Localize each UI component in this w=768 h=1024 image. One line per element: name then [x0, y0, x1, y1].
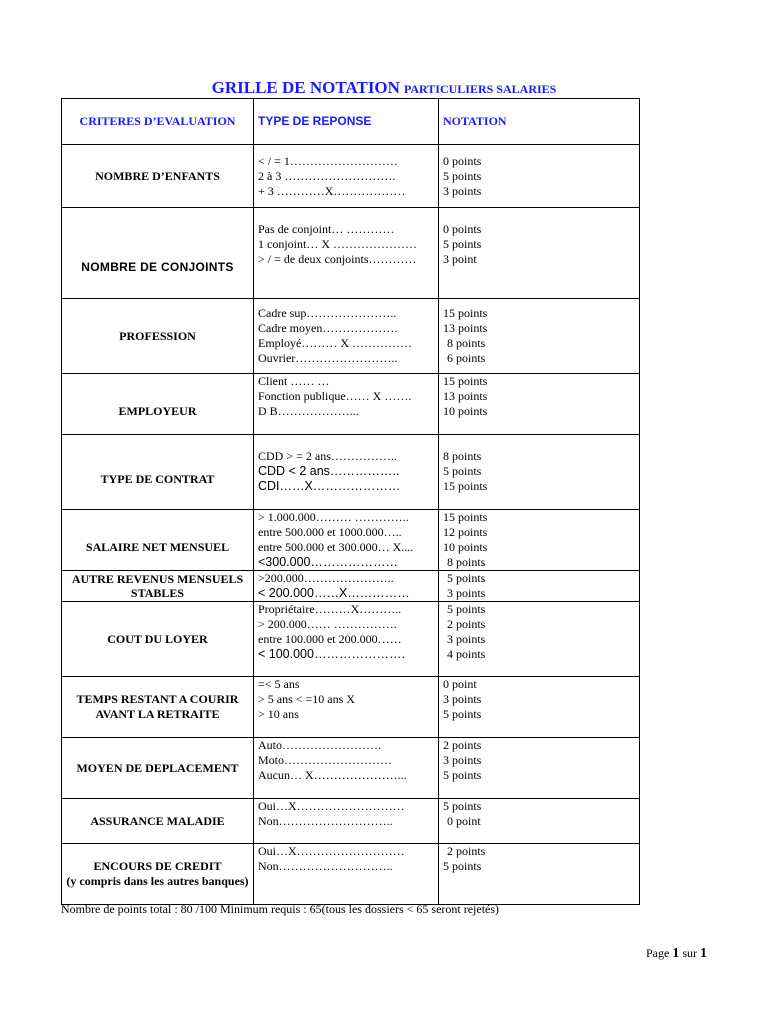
response-line: Auto……………………. — [258, 738, 381, 752]
points-line: 5 points — [447, 571, 486, 585]
response-line: Pas de conjoint… ………… — [258, 222, 395, 236]
points-line: 8 points — [447, 555, 486, 569]
response-line: Employé……… X …………… — [258, 336, 412, 350]
criterion-cell: NOMBRE D’ENFANTS — [62, 145, 254, 208]
header-response: TYPE DE REPONSE — [254, 99, 439, 145]
criterion-cell: AUTRE REVENUS MENSUELS STABLES — [62, 571, 254, 602]
points-line: 0 points — [443, 153, 482, 168]
criterion-cell: SALAIRE NET MENSUEL — [62, 510, 254, 571]
criterion-cell — [62, 208, 254, 299]
response-cell — [254, 571, 439, 602]
table-row — [62, 844, 640, 905]
points-line: 5 points — [443, 464, 482, 478]
response-line: entre 100.000 et 200.000…… — [258, 632, 402, 646]
points-cell — [439, 299, 640, 374]
points-line: 13 points — [443, 389, 488, 403]
criterion-cell: PROFESSION — [62, 299, 254, 374]
response-line: Oui…X……………………… — [258, 799, 405, 813]
points-line: 15 points — [443, 374, 488, 388]
points-line: 6 points — [447, 351, 486, 365]
criterion-cell: COUT DU LOYER — [62, 602, 254, 677]
response-cell — [254, 799, 439, 844]
points-cell — [439, 510, 640, 571]
table-row — [62, 571, 640, 602]
response-line: > 5 ans < =10 ans X — [258, 692, 355, 706]
points-line: 10 points — [443, 404, 488, 418]
response-cell — [254, 435, 439, 510]
points-line: 4 points — [447, 647, 486, 661]
response-line: 2 à 3 ………………………. — [258, 168, 396, 183]
response-line: CDD > = 2 ans…………….. — [258, 449, 397, 463]
points-cell — [439, 571, 640, 602]
points-line: 3 points — [443, 753, 482, 767]
notation-grid — [61, 98, 640, 905]
points-line: 12 points — [443, 525, 488, 539]
response-line: Oui…X……………………… — [258, 844, 405, 858]
points-line: 5 points — [443, 799, 482, 813]
points-line: 2 points — [443, 738, 482, 752]
page-sep: sur — [682, 946, 697, 960]
points-cell — [439, 602, 640, 677]
header-row — [62, 99, 640, 145]
points-line: 5 points — [443, 768, 482, 782]
table-row — [62, 435, 640, 510]
points-line: 10 points — [443, 540, 488, 554]
header-notation: NOTATION — [439, 99, 640, 145]
response-line: entre 500.000 et 1000.000….. — [258, 525, 402, 539]
response-cell — [254, 299, 439, 374]
table-row — [62, 799, 640, 844]
criterion-note: (y compris dans les autres banques) — [66, 874, 249, 888]
points-line: 3 points — [447, 632, 486, 646]
response-line: entre 500.000 et 300.000… X.... — [258, 540, 414, 554]
criterion-cell: ASSURANCE MALADIE — [62, 799, 254, 844]
response-cell — [254, 677, 439, 738]
points-line: 3 points — [447, 586, 486, 600]
response-line: > 1.000.000……… ………….. — [258, 510, 409, 524]
page-prefix: Page — [646, 946, 670, 960]
points-cell — [439, 738, 640, 799]
points-line: 15 points — [443, 510, 488, 524]
criterion-cell: TYPE DE CONTRAT — [62, 435, 254, 510]
points-cell — [439, 799, 640, 844]
response-cell — [254, 374, 439, 435]
table-row — [62, 208, 640, 299]
points-line: 5 points — [447, 602, 486, 616]
criterion-label: ENCOURS DE CREDIT — [93, 859, 222, 873]
points-line: 5 points — [443, 168, 482, 183]
points-cell — [439, 677, 640, 738]
points-line: 3 points — [443, 183, 482, 198]
title-sub: PARTICULIERS SALARIES — [403, 82, 557, 96]
response-cell — [254, 510, 439, 571]
response-line: Moto……………………… — [258, 753, 393, 767]
table-row — [62, 738, 640, 799]
points-line: 8 points — [443, 449, 482, 463]
points-line: 8 points — [447, 336, 486, 350]
points-line: 0 points — [443, 222, 482, 236]
points-line: 2 points — [447, 844, 486, 858]
points-line: 15 points — [443, 479, 488, 493]
points-cell — [439, 208, 640, 299]
response-line: < 200.000……X…………… — [258, 586, 410, 600]
points-line: 0 point — [447, 814, 481, 828]
response-line: Fonction publique…… X ……. — [258, 389, 412, 403]
response-line: Propriétaire………X……….. — [258, 602, 402, 616]
points-line: 5 points — [443, 237, 482, 251]
response-line: 1 conjoint… X ………………… — [258, 237, 417, 251]
table-row — [62, 145, 640, 208]
response-line: Non……………………….. — [258, 859, 393, 873]
table-row — [62, 510, 640, 571]
criterion-label: NOMBRE DE CONJOINTS — [81, 259, 234, 274]
response-line: Cadre sup………………….. — [258, 306, 397, 320]
response-cell — [254, 208, 439, 299]
criterion-cell — [62, 844, 254, 905]
response-line: < / = 1……………………… — [258, 153, 398, 168]
page-total: 1 — [700, 946, 707, 961]
table-row — [62, 299, 640, 374]
table-row — [62, 374, 640, 435]
points-line: 5 points — [443, 707, 482, 721]
response-line: > 10 ans — [258, 707, 299, 721]
response-line: Client …… … — [258, 374, 330, 388]
criterion-cell: EMPLOYEUR — [62, 374, 254, 435]
response-line: Non……………………….. — [258, 814, 393, 828]
response-line: D B………………... — [258, 404, 359, 418]
response-cell — [254, 738, 439, 799]
points-line: 0 point — [443, 677, 477, 691]
points-line: 13 points — [443, 321, 488, 335]
table-row — [62, 677, 640, 738]
points-cell — [439, 145, 640, 208]
points-cell — [439, 844, 640, 905]
points-cell — [439, 374, 640, 435]
points-line: 3 points — [443, 692, 482, 706]
response-line: CDI……X………………… — [258, 479, 401, 493]
response-line: >200.000………………….. — [258, 571, 394, 585]
header-criteria: CRITERES D’EVALUATION — [62, 99, 254, 145]
criterion-cell: MOYEN DE DEPLACEMENT — [62, 738, 254, 799]
response-line: =< 5 ans — [258, 677, 300, 691]
response-line: > 200.000…… ……………. — [258, 617, 397, 631]
points-line: 5 points — [443, 859, 482, 873]
response-line: Cadre moyen………………. — [258, 321, 398, 335]
points-cell — [439, 435, 640, 510]
page-current: 1 — [672, 946, 680, 961]
document-title — [0, 78, 768, 98]
response-line: < 100.000…………………. — [258, 647, 405, 661]
points-line: 3 point — [443, 252, 477, 266]
response-line: <300.000………………… — [258, 555, 398, 569]
page-number — [646, 946, 707, 962]
response-cell — [254, 145, 439, 208]
table-row — [62, 602, 640, 677]
response-cell — [254, 844, 439, 905]
response-line: Aucun… X…………………... — [258, 768, 407, 782]
response-line: CDD < 2 ans…………….. — [258, 464, 400, 478]
points-line: 15 points — [443, 306, 488, 320]
response-line: Ouvrier…………………….. — [258, 351, 398, 365]
response-cell — [254, 602, 439, 677]
title-main: GRILLE DE NOTATION — [211, 78, 400, 97]
criterion-cell: TEMPS RESTANT A COURIR AVANT LA RETRAITE — [62, 677, 254, 738]
response-line: > / = de deux conjoints………… — [258, 252, 417, 266]
points-line: 2 points — [447, 617, 486, 631]
points-summary: Nombre de points total : 80 /100 Minimum requis : 65(tous les dossiers < 65 seront rejetés) — [61, 902, 500, 916]
response-line: + 3 …………X……………… — [258, 183, 406, 198]
